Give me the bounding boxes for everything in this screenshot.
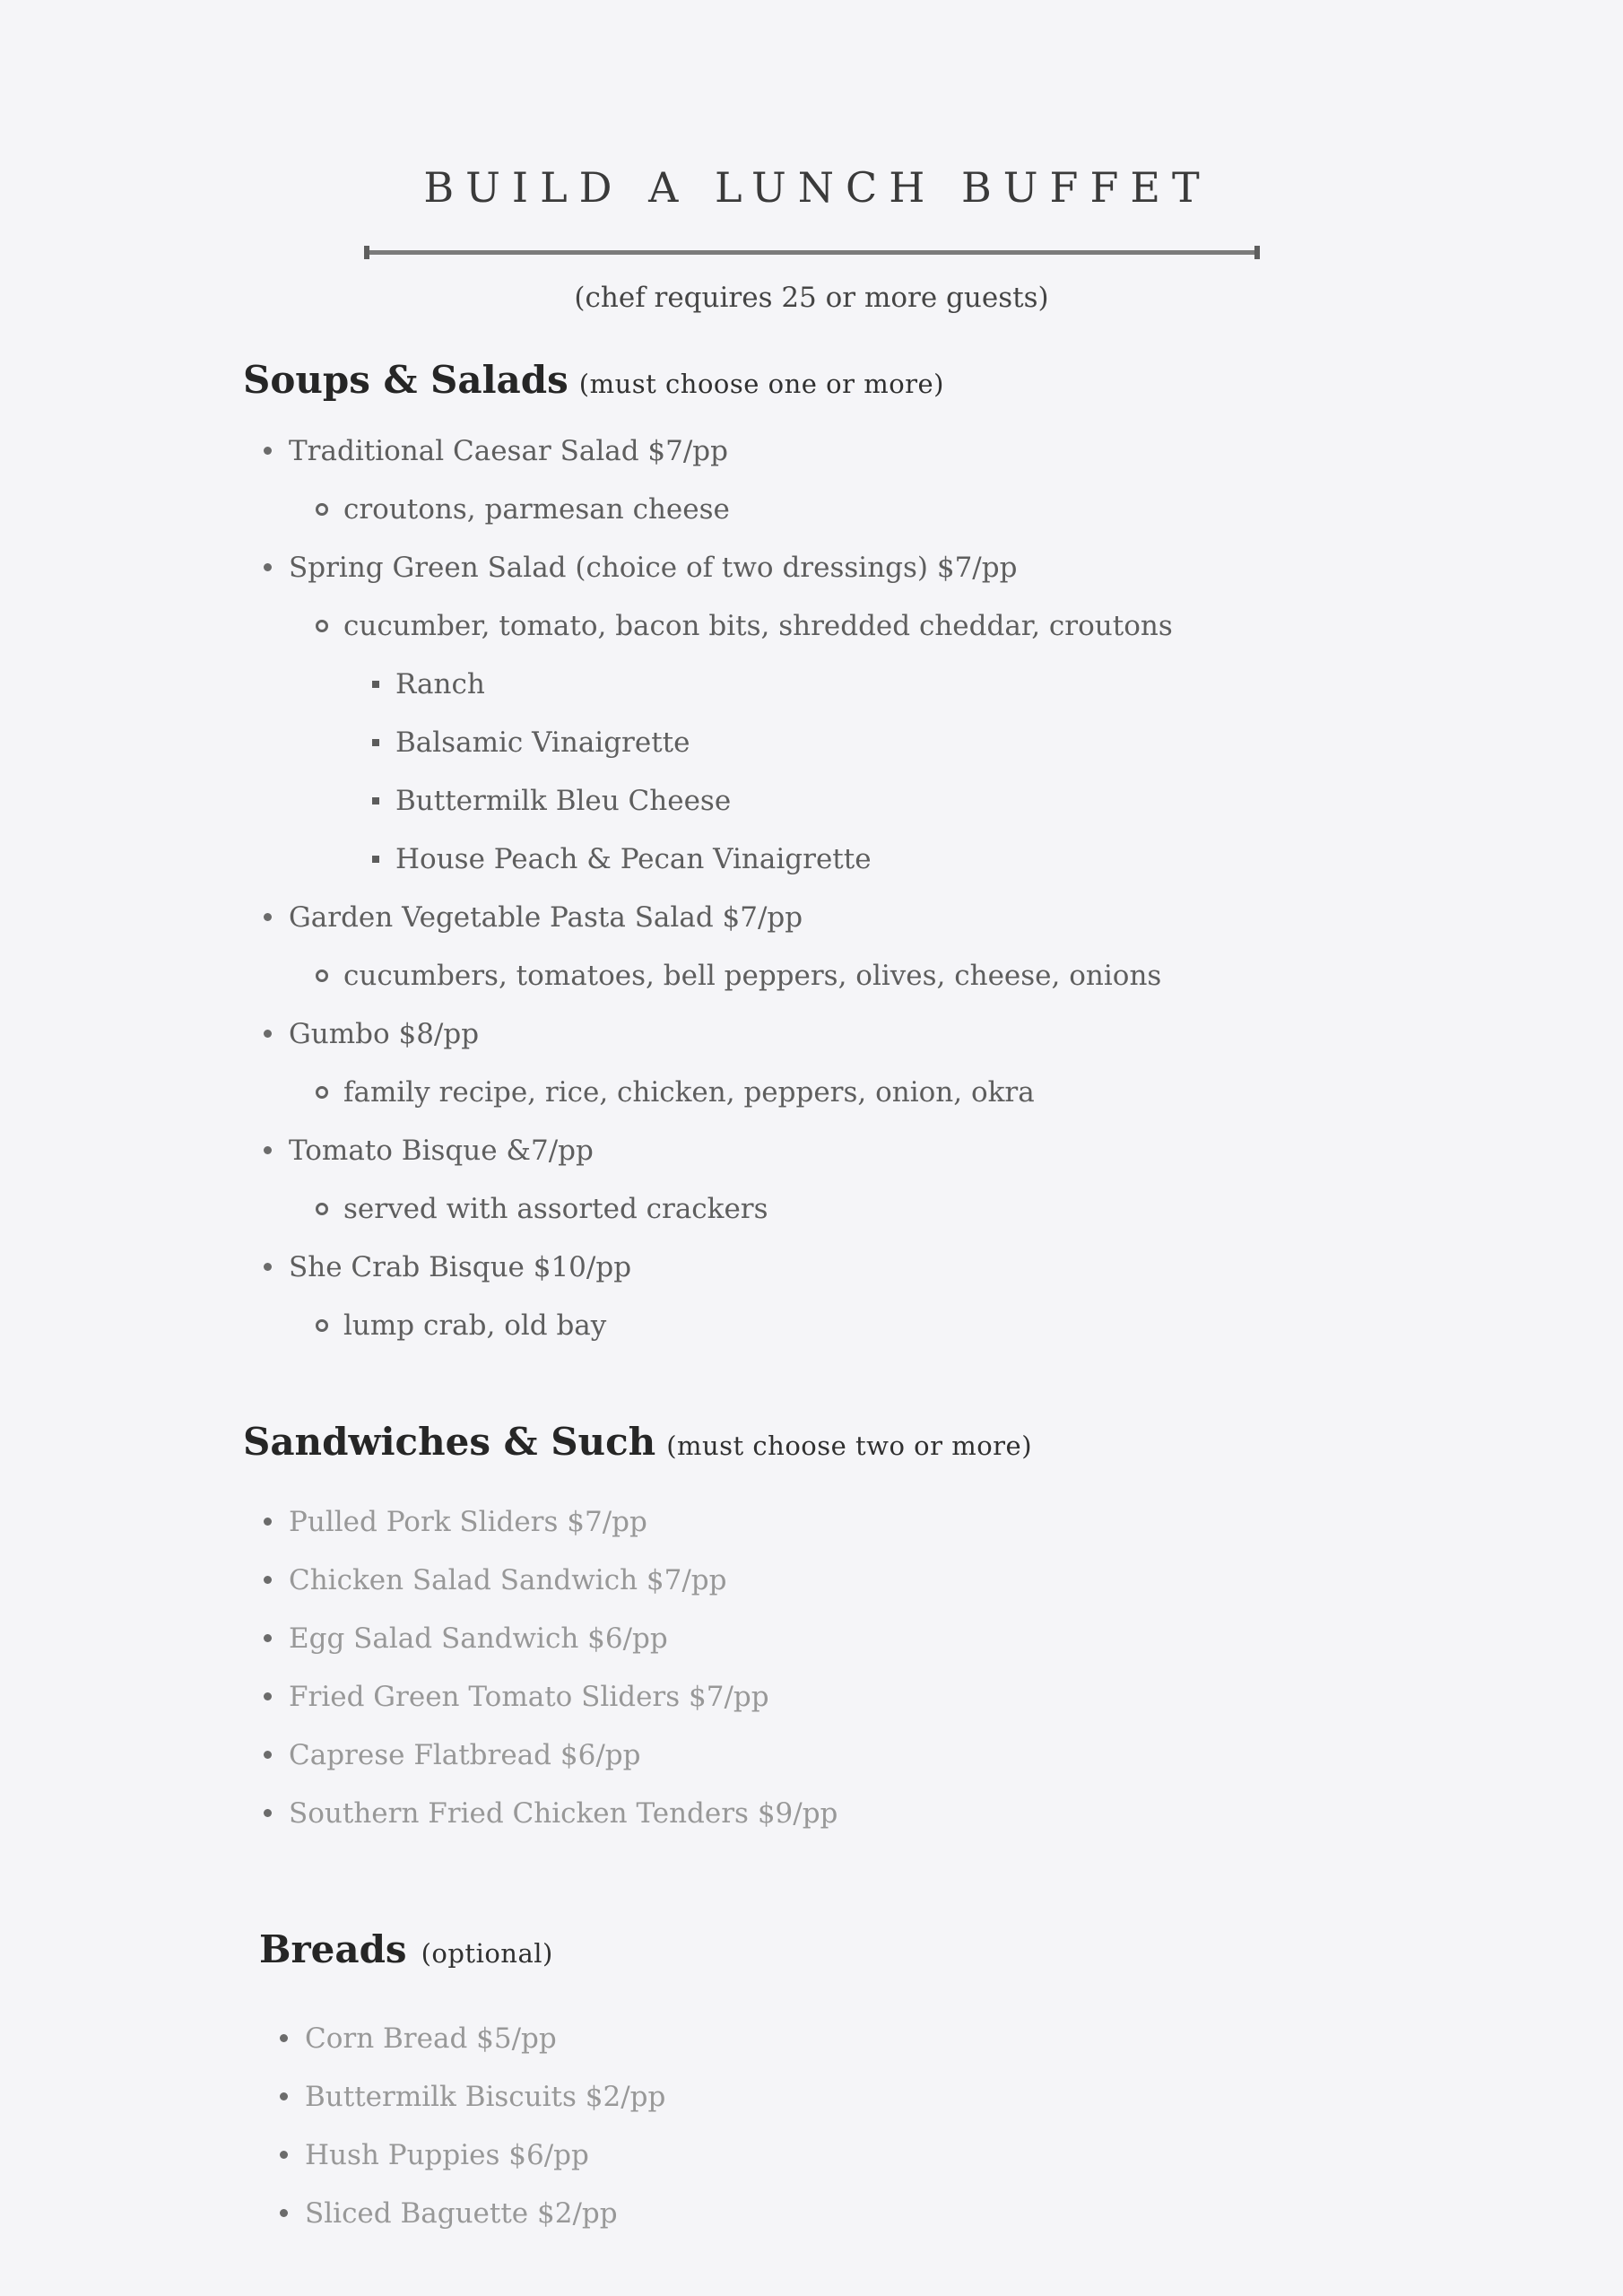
menu-item-row — [243, 538, 1380, 596]
dot-bullet-icon — [264, 1634, 272, 1642]
menu-list — [243, 1296, 1380, 1354]
menu-item — [243, 422, 1380, 538]
menu-item — [243, 888, 1380, 1004]
page-title: BUILD A LUNCH BUFFET — [423, 163, 1211, 212]
dot-bullet-icon — [264, 1809, 272, 1817]
menu-item — [259, 2126, 1380, 2184]
menu-item-row — [243, 1492, 1380, 1551]
menu-item-label: Traditional Caesar Salad $7/pp — [289, 434, 728, 467]
square-bullet-icon — [372, 797, 379, 804]
menu-item-label: Pulled Pork Sliders $7/pp — [289, 1505, 647, 1538]
menu-item — [243, 1492, 1380, 1551]
ring-bullet-icon — [316, 620, 328, 632]
square-bullet-icon — [372, 739, 379, 746]
menu-item — [243, 1609, 1380, 1667]
menu-item — [259, 2067, 1380, 2126]
menu-list — [259, 2009, 1380, 2242]
menu-item — [243, 1004, 1380, 1121]
dot-bullet-icon — [264, 1263, 272, 1271]
section-heading-note: (must choose one or more) — [578, 369, 944, 399]
menu-item-row — [243, 1726, 1380, 1784]
menu-list — [243, 1179, 1380, 1238]
menu-item-label: She Crab Bisque $10/pp — [289, 1250, 632, 1283]
menu-item-row — [243, 1609, 1380, 1667]
menu-item — [243, 655, 1380, 713]
ring-bullet-icon — [316, 1086, 328, 1099]
dot-bullet-icon — [264, 1692, 272, 1700]
menu-item-label: Balsamic Vinaigrette — [395, 726, 690, 759]
menu-item-row — [243, 1296, 1380, 1354]
menu-item-row — [243, 1179, 1380, 1238]
menu-item-row — [243, 1121, 1380, 1179]
dot-bullet-icon — [280, 2092, 288, 2100]
section-sandwiches-such — [243, 1419, 1380, 1842]
dot-bullet-icon — [264, 1751, 272, 1759]
menu-item — [243, 1238, 1380, 1354]
menu-item-label: Buttermilk Biscuits $2/pp — [305, 2080, 666, 2113]
dot-bullet-icon — [264, 447, 272, 455]
menu-item-row — [243, 771, 1380, 830]
ring-bullet-icon — [316, 1203, 328, 1215]
menu-item-label: Buttermilk Bleu Cheese — [395, 784, 732, 817]
menu-header — [243, 163, 1380, 314]
ring-bullet-icon — [316, 1319, 328, 1332]
menu-item-row — [243, 713, 1380, 771]
dot-bullet-icon — [264, 1146, 272, 1154]
dot-bullet-icon — [264, 1030, 272, 1038]
dot-bullet-icon — [264, 563, 272, 571]
menu-item-row — [243, 1784, 1380, 1842]
section-heading-text: Soups & Salads — [243, 358, 568, 402]
menu-list — [243, 655, 1380, 888]
title-divider-rule — [366, 250, 1258, 255]
menu-item — [243, 713, 1380, 771]
menu-item-label: Caprese Flatbread $6/pp — [289, 1738, 641, 1771]
menu-item-row — [243, 946, 1380, 1004]
section-breads — [243, 1926, 1380, 2242]
menu-item — [243, 480, 1380, 538]
menu-list — [243, 480, 1380, 538]
menu-item — [243, 1063, 1380, 1121]
section-soups-salads — [243, 357, 1380, 1354]
section-heading-text: Breads — [259, 1927, 407, 1971]
menu-item — [243, 538, 1380, 888]
menu-item-row — [243, 655, 1380, 713]
menu-list — [243, 946, 1380, 1004]
menu-item-label: Spring Green Salad (choice of two dressings) $7/pp — [289, 551, 1018, 584]
menu-item-row — [243, 1667, 1380, 1726]
menu-content-column — [243, 0, 1380, 2242]
menu-item — [243, 1551, 1380, 1609]
menu-list — [243, 1492, 1380, 1842]
menu-item-label: Egg Salad Sandwich $6/pp — [289, 1622, 668, 1655]
section-heading — [243, 357, 1380, 407]
menu-item-row — [243, 830, 1380, 888]
menu-item-row — [259, 2067, 1380, 2126]
menu-item — [243, 946, 1380, 1004]
menu-item-row — [243, 1238, 1380, 1296]
menu-item-row — [259, 2009, 1380, 2067]
square-bullet-icon — [372, 681, 379, 688]
dot-bullet-icon — [264, 1576, 272, 1584]
menu-item-label: Corn Bread $5/pp — [305, 2022, 557, 2055]
ring-bullet-icon — [316, 970, 328, 982]
menu-item-label: family recipe, rice, chicken, peppers, onion, okra — [343, 1075, 1035, 1109]
section-heading-text: Sandwiches & Such — [243, 1420, 656, 1464]
menu-item-label: cucumbers, tomatoes, bell peppers, olives, cheese, onions — [343, 959, 1162, 992]
menu-sections — [243, 357, 1380, 2242]
menu-list — [243, 596, 1380, 888]
menu-item — [243, 1784, 1380, 1842]
menu-item-row — [243, 1551, 1380, 1609]
menu-item-label: cucumber, tomato, bacon bits, shredded cheddar, croutons — [343, 609, 1173, 642]
menu-item — [243, 596, 1380, 888]
section-heading-note: (must choose two or more) — [666, 1431, 1033, 1461]
menu-item — [243, 1179, 1380, 1238]
menu-item-label: lump crab, old bay — [343, 1309, 607, 1342]
menu-item — [243, 830, 1380, 888]
menu-item-row — [243, 596, 1380, 655]
menu-item-label: House Peach & Pecan Vinaigrette — [395, 842, 872, 875]
menu-item — [259, 2009, 1380, 2067]
menu-item — [259, 2184, 1380, 2242]
menu-list — [243, 422, 1380, 1354]
menu-item-label: Gumbo $8/pp — [289, 1017, 480, 1050]
dot-bullet-icon — [264, 1518, 272, 1526]
section-heading — [243, 1419, 1380, 1469]
ring-bullet-icon — [316, 503, 328, 516]
menu-item-row — [243, 422, 1380, 480]
menu-item-label: Garden Vegetable Pasta Salad $7/pp — [289, 900, 803, 934]
menu-item-row — [243, 888, 1380, 946]
menu-item-label: Sliced Baguette $2/pp — [305, 2196, 618, 2230]
section-heading-note: (optional) — [421, 1938, 553, 1969]
menu-item — [243, 1121, 1380, 1238]
menu-item-label: served with assorted crackers — [343, 1192, 768, 1225]
menu-item-row — [243, 1063, 1380, 1121]
guest-requirement-note: (chef requires 25 or more guests) — [574, 282, 1049, 314]
menu-item-label: Hush Puppies $6/pp — [305, 2138, 589, 2171]
menu-item-label: Tomato Bisque &7/pp — [289, 1134, 594, 1167]
menu-item — [243, 1296, 1380, 1354]
menu-item — [243, 1726, 1380, 1784]
dot-bullet-icon — [264, 913, 272, 921]
menu-item-label: Fried Green Tomato Sliders $7/pp — [289, 1680, 769, 1713]
menu-item-label: Ranch — [395, 667, 485, 700]
menu-item-label: Chicken Salad Sandwich $7/pp — [289, 1563, 727, 1596]
menu-list — [243, 1063, 1380, 1121]
menu-item — [243, 771, 1380, 830]
menu-item-row — [243, 1004, 1380, 1063]
dot-bullet-icon — [280, 2034, 288, 2042]
menu-item-row — [259, 2126, 1380, 2184]
menu-item-row — [259, 2184, 1380, 2242]
dot-bullet-icon — [280, 2209, 288, 2217]
menu-item-row — [243, 480, 1380, 538]
menu-item-label: croutons, parmesan cheese — [343, 492, 730, 526]
square-bullet-icon — [372, 856, 379, 863]
menu-item-label: Southern Fried Chicken Tenders $9/pp — [289, 1796, 838, 1830]
menu-item — [243, 1667, 1380, 1726]
section-heading — [259, 1926, 1380, 1977]
dot-bullet-icon — [280, 2151, 288, 2159]
